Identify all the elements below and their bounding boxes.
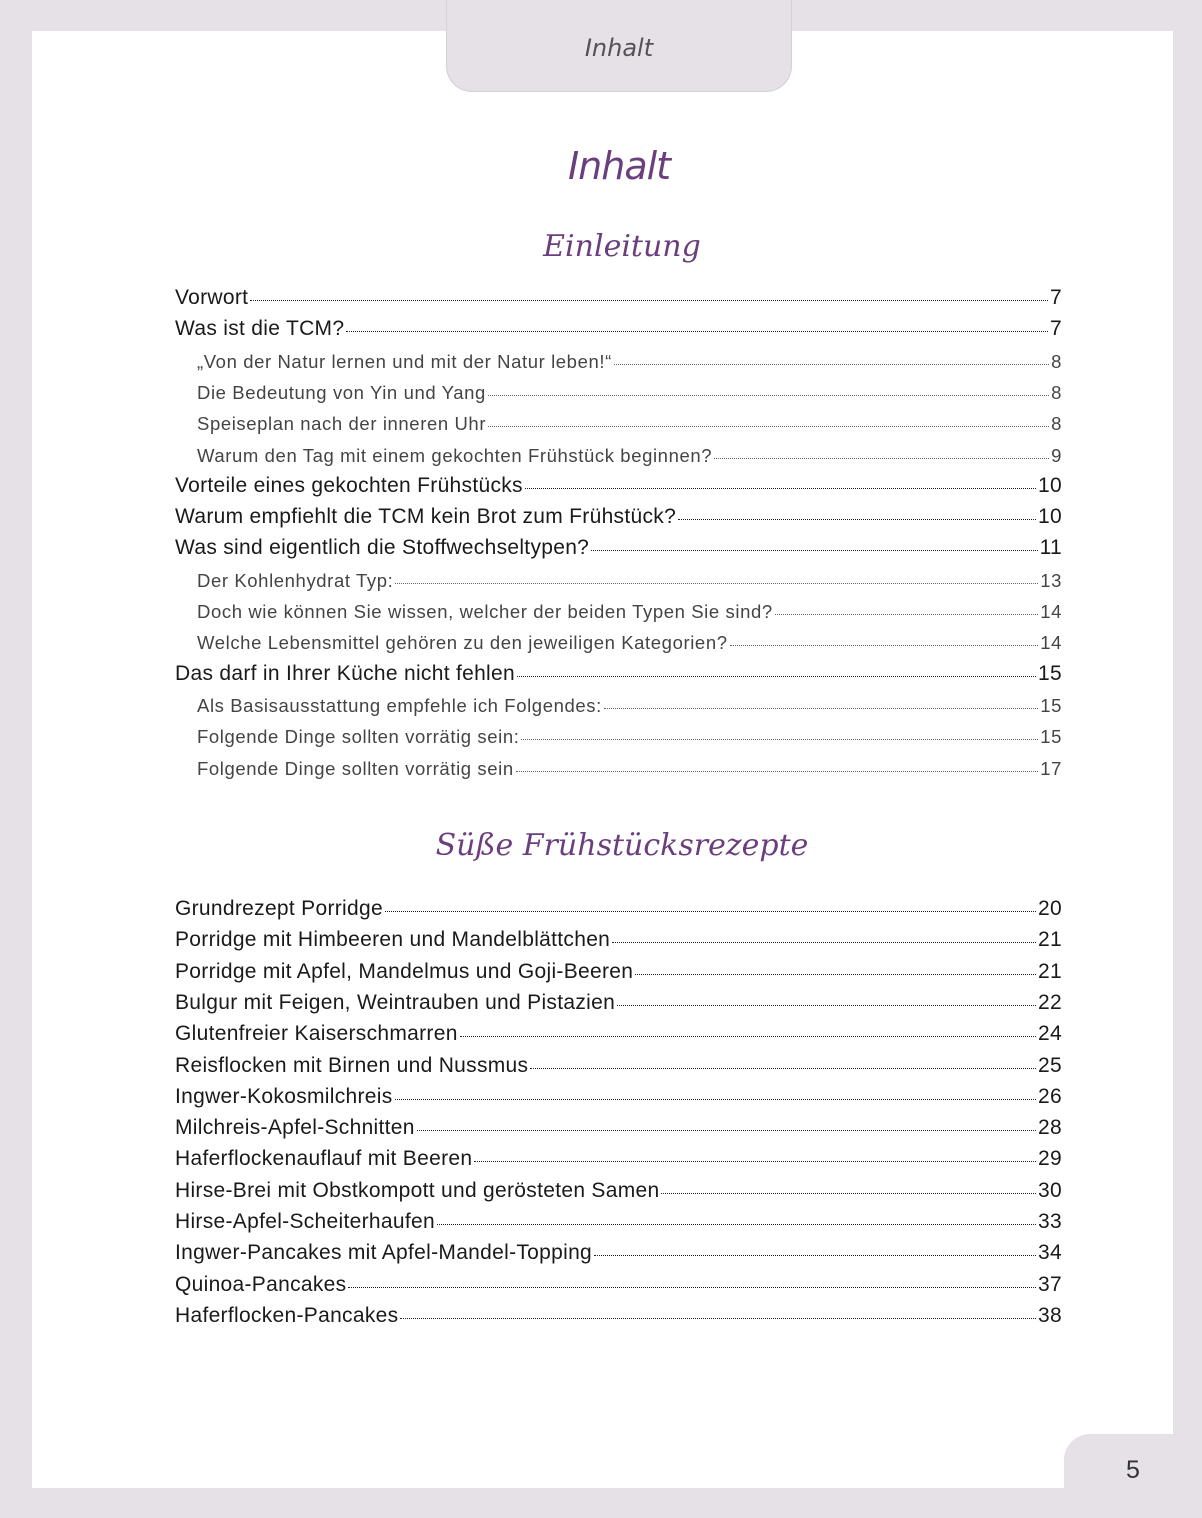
toc-entry[interactable] xyxy=(175,1022,1062,1046)
toc-entry-page-number: 7 xyxy=(1050,317,1062,341)
toc-entry-page-number: 25 xyxy=(1038,1053,1062,1077)
toc-entry-title: Porridge mit Himbeeren und Mandelblättchen xyxy=(175,928,611,952)
section-heading-suesse-fruehstuecksrezepte: Süße Frühstücksrezepte xyxy=(435,828,809,863)
toc-dot-leader xyxy=(521,739,1038,740)
page-title: Inhalt xyxy=(567,144,671,188)
toc-dot-leader xyxy=(348,1287,1036,1288)
toc-entry-page-number: 37 xyxy=(1038,1272,1062,1296)
toc-entry-title: Das darf in Ihrer Küche nicht fehlen xyxy=(175,661,515,685)
toc-entry-page-number: 15 xyxy=(1040,694,1062,716)
toc-dot-leader xyxy=(661,1193,1036,1194)
toc-entry[interactable] xyxy=(197,632,1062,654)
toc-entry[interactable] xyxy=(175,505,1062,529)
toc-entry[interactable] xyxy=(197,382,1062,404)
toc-dot-leader xyxy=(488,395,1049,396)
toc-entry[interactable] xyxy=(197,413,1062,435)
toc-entry-title: Hirse-Apfel-Scheiterhaufen xyxy=(175,1210,435,1233)
toc-entry[interactable] xyxy=(175,1054,1062,1078)
toc-entry-title: Warum den Tag mit einem gekochten Frühstück beginnen? xyxy=(197,444,713,466)
toc-dot-leader xyxy=(775,614,1038,615)
toc-entry-title: Vorwort xyxy=(175,286,249,309)
toc-entry-title: Was ist die TCM? xyxy=(175,317,345,341)
toc-entry-page-number: 24 xyxy=(1038,1022,1062,1046)
toc-entry-page-number: 21 xyxy=(1038,928,1062,952)
toc-entry-page-number: 8 xyxy=(1051,381,1062,403)
header-tab-label: Inhalt xyxy=(584,34,654,62)
toc-entry-title: Hirse-Brei mit Obstkompott und gerösteten Samen xyxy=(175,1178,660,1202)
toc-entry-page-number: 11 xyxy=(1039,536,1062,560)
toc-dot-leader xyxy=(385,911,1036,912)
toc-entry-page-number: 8 xyxy=(1051,350,1062,372)
toc-entry[interactable] xyxy=(175,960,1062,984)
toc-entry[interactable] xyxy=(175,474,1062,498)
toc-entry-page-number: 13 xyxy=(1040,569,1062,591)
toc-entry[interactable] xyxy=(175,1210,1062,1234)
toc-entry[interactable] xyxy=(175,1304,1062,1328)
toc-dot-leader xyxy=(594,1255,1036,1256)
toc-entry-title: Haferflocken-Pancakes xyxy=(175,1303,399,1327)
toc-entry-page-number: 29 xyxy=(1038,1147,1062,1171)
toc-dot-leader xyxy=(395,583,1038,584)
toc-entry-title: Welche Lebensmittel gehören zu den jeweiligen Kategorien? xyxy=(197,632,728,654)
toc-entry-title: Vorteile eines gekochten Frühstücks xyxy=(175,473,523,497)
toc-entry-title: Folgende Dinge sollten vorrätig sein xyxy=(197,757,514,779)
toc-entry-title: Ingwer-Kokosmilchreis xyxy=(175,1084,393,1108)
toc-dot-leader xyxy=(714,458,1049,459)
toc-entry-page-number: 10 xyxy=(1038,473,1062,497)
toc-entry-page-number: 20 xyxy=(1038,897,1062,920)
toc-dot-leader xyxy=(525,488,1036,489)
toc-entry[interactable] xyxy=(197,758,1062,780)
toc-entry-page-number: 26 xyxy=(1038,1084,1062,1108)
toc-dot-leader xyxy=(460,1036,1036,1037)
toc-entry-title: Folgende Dinge sollten vorrätig sein: xyxy=(197,726,520,748)
toc-dot-leader xyxy=(250,300,1048,301)
toc-entry[interactable] xyxy=(175,1179,1062,1203)
toc-entry-page-number: 14 xyxy=(1040,601,1062,622)
toc-entry[interactable] xyxy=(175,1116,1062,1140)
toc-dot-leader xyxy=(614,364,1049,365)
toc-dot-leader xyxy=(604,708,1038,709)
page-number: 5 xyxy=(1126,1456,1140,1484)
toc-entry[interactable] xyxy=(197,570,1062,592)
toc-dot-leader xyxy=(437,1224,1036,1225)
toc-entry-page-number: 15 xyxy=(1038,661,1062,685)
toc-entry[interactable] xyxy=(175,317,1062,341)
toc-entry[interactable] xyxy=(175,897,1062,921)
toc-entry-page-number: 21 xyxy=(1038,959,1062,983)
toc-entry-page-number: 17 xyxy=(1040,757,1062,779)
toc-entry-page-number: 10 xyxy=(1038,505,1062,529)
toc-entry[interactable] xyxy=(175,286,1062,310)
toc-entry[interactable] xyxy=(175,1085,1062,1109)
toc-entry[interactable] xyxy=(197,695,1062,717)
toc-entry-page-number: 9 xyxy=(1051,444,1062,466)
toc-entry[interactable] xyxy=(175,991,1062,1015)
toc-entry[interactable] xyxy=(197,601,1062,623)
toc-entry-page-number: 8 xyxy=(1051,413,1062,435)
toc-entry[interactable] xyxy=(197,445,1062,467)
toc-dot-leader xyxy=(617,1005,1036,1006)
toc-dot-leader xyxy=(516,771,1038,772)
toc-entry[interactable] xyxy=(197,726,1062,748)
toc-entry-page-number: 34 xyxy=(1038,1241,1062,1265)
toc-entry-page-number: 28 xyxy=(1038,1116,1062,1140)
toc-dot-leader xyxy=(730,645,1039,646)
toc-dot-leader xyxy=(400,1318,1036,1319)
toc-entry-title: Quinoa-Pancakes xyxy=(175,1272,347,1296)
toc-entry-title: Als Basisausstattung empfehle ich Folgendes: xyxy=(197,694,602,716)
toc-entry[interactable] xyxy=(175,662,1062,686)
toc-entry-title: Warum empfiehlt die TCM kein Brot zum Frühstück? xyxy=(175,505,677,529)
toc-entry-title: „Von der Natur lernen und mit der Natur leben!“ xyxy=(197,350,612,372)
toc-entry[interactable] xyxy=(197,351,1062,373)
toc-entry-title: Was sind eigentlich die Stoffwechseltypen? xyxy=(175,536,590,560)
toc-entry-page-number: 14 xyxy=(1040,632,1062,654)
toc-dot-leader xyxy=(488,426,1049,427)
toc-dot-leader xyxy=(346,331,1048,332)
toc-entry-title: Speiseplan nach der inneren Uhr xyxy=(197,413,487,435)
toc-entry-page-number: 22 xyxy=(1038,990,1062,1014)
toc-dot-leader xyxy=(395,1099,1037,1100)
toc-entry[interactable] xyxy=(175,1273,1062,1297)
toc-entry-title: Die Bedeutung von Yin und Yang xyxy=(197,381,486,403)
toc-dot-leader xyxy=(517,676,1036,677)
toc-entry-title: Haferflockenauflauf mit Beeren xyxy=(175,1147,473,1171)
toc-entry[interactable] xyxy=(175,928,1062,952)
toc-entry[interactable] xyxy=(175,536,1062,560)
toc-entry-title: Grundrezept Porridge xyxy=(175,897,383,920)
toc-entry-title: Milchreis-Apfel-Schnitten xyxy=(175,1116,415,1140)
toc-entry-title: Glutenfreier Kaiserschmarren xyxy=(175,1022,458,1046)
toc-entry-page-number: 15 xyxy=(1040,726,1062,748)
section-heading-einleitung: Einleitung xyxy=(543,229,701,264)
toc-dot-leader xyxy=(678,519,1036,520)
toc-dot-leader xyxy=(474,1161,1036,1162)
toc-dot-leader xyxy=(591,550,1037,551)
toc-entry[interactable] xyxy=(175,1241,1062,1265)
toc-entry-title: Doch wie können Sie wissen, welcher der beiden Typen Sie sind? xyxy=(197,601,773,622)
toc-dot-leader xyxy=(530,1068,1036,1069)
toc-entry-title: Bulgur mit Feigen, Weintrauben und Pistazien xyxy=(175,990,616,1014)
toc-dot-leader xyxy=(612,942,1036,943)
toc-entry-title: Ingwer-Pancakes mit Apfel-Mandel-Topping xyxy=(175,1241,593,1265)
toc-entry[interactable] xyxy=(175,1147,1062,1171)
toc-entry-page-number: 38 xyxy=(1038,1303,1062,1327)
toc-entry-page-number: 30 xyxy=(1038,1178,1062,1202)
toc-entry-title: Porridge mit Apfel, Mandelmus und Goji-Beeren xyxy=(175,959,634,983)
toc-dot-leader xyxy=(417,1130,1036,1131)
toc-entry-title: Reisflocken mit Birnen und Nussmus xyxy=(175,1053,529,1077)
toc-entry-title: Der Kohlenhydrat Typ: xyxy=(197,569,394,591)
toc-entry-page-number: 7 xyxy=(1050,286,1062,309)
toc-entry-page-number: 33 xyxy=(1038,1210,1062,1233)
toc-dot-leader xyxy=(635,974,1036,975)
